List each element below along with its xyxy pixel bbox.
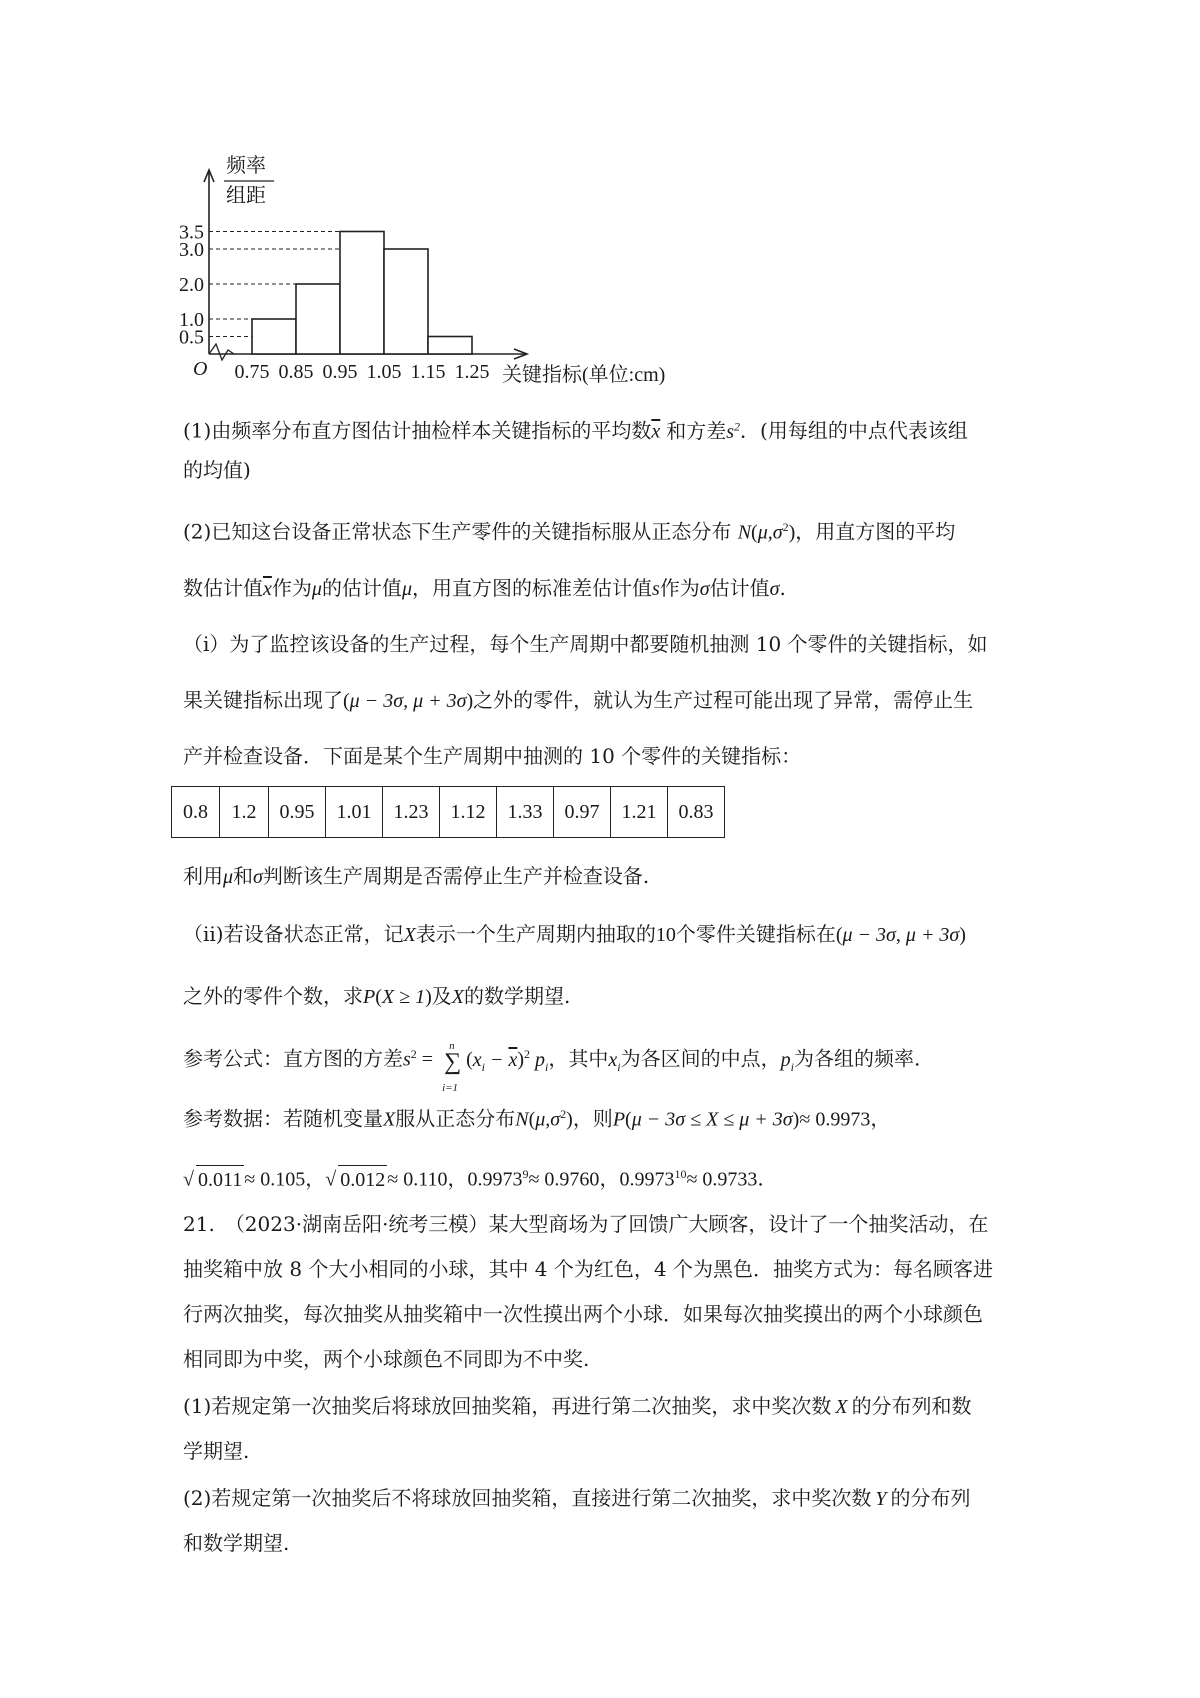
ref-formula-a: 参考公式：直方图的方差 bbox=[183, 1046, 403, 1071]
q2i-text-a: （i）为了监控该设备的生产过程，每个生产周期中都要随机抽测 10 个零件的关键指标，如 bbox=[183, 632, 988, 656]
histogram-bar bbox=[384, 249, 428, 354]
X-symbol: X bbox=[403, 924, 416, 946]
mean-symbol bbox=[651, 421, 660, 443]
sqrt-0-012-value: ≈ 0.110 bbox=[387, 1168, 448, 1191]
q21-line-3: 行两次抽奖，每次抽奖从抽奖箱中一次性摸出两个小球．如果每次抽奖摸出的两个小球颜色 bbox=[183, 1302, 983, 1326]
y-label-top: 频率 bbox=[226, 155, 266, 177]
table-cell: 1.23 bbox=[383, 787, 440, 838]
q2ii-text-b: 表示一个生产周期内抽取的 bbox=[415, 922, 656, 946]
X-symbol-2: X bbox=[451, 986, 464, 1008]
histogram-bar bbox=[428, 337, 472, 355]
q2ii-text-d: 之外的零件个数，求 bbox=[183, 984, 363, 1008]
reference-data-line-2: √ 0.011 ≈ 0.105，√ 0.012 ≈ 0.110，$0.9973^9\approx 0.9760$，$0.9973^{10}\approx 0.9733$. bbox=[183, 1160, 1053, 1194]
ref-formula-b: ，其中 bbox=[548, 1046, 609, 1071]
X-symbol-3: X bbox=[383, 1108, 396, 1131]
question-2-line-1: (2)已知这台设备正常状态下生产零件的关键指标服从正态分布 $N(\mu,\sigma^2)$，用直方图的平均 bbox=[183, 519, 956, 544]
normal-params-2: μ,σ bbox=[535, 1108, 561, 1131]
power-9-base: 0.9973 bbox=[467, 1168, 523, 1191]
P-symbol: P bbox=[363, 986, 376, 1008]
question-2i-line-1 bbox=[183, 630, 1053, 658]
question-source: （2023·湖南岳阳·统考三模） bbox=[224, 1212, 489, 1236]
q21-p2-b: 的分布列 bbox=[890, 1486, 971, 1510]
q2-text-c: 数估计值 bbox=[183, 576, 263, 600]
q2i-text-b2: 之外的零件，就认为生产过程可能出现了异常，需停止生 bbox=[473, 688, 974, 712]
question-2i-tail bbox=[183, 862, 1053, 891]
table-cell: 0.8 bbox=[172, 787, 220, 838]
table-cell: 1.12 bbox=[440, 787, 497, 838]
question-number: 21. bbox=[183, 1212, 215, 1236]
power-9-exp: 9 bbox=[522, 1167, 529, 1181]
q2-end: . bbox=[779, 576, 786, 600]
y-label-bottom: 组距 bbox=[226, 185, 266, 207]
q21-line-4: 相同即为中奖，两个小球颜色不同即为不中奖. bbox=[183, 1347, 590, 1371]
s-symbol: s bbox=[651, 578, 660, 600]
question-1-line-2 bbox=[183, 456, 1053, 484]
q2-text-f: ，用直方图的标准差估计值 bbox=[411, 576, 652, 600]
variance-letter: s bbox=[726, 420, 735, 443]
normal-params: μ,σ bbox=[757, 521, 783, 544]
reference-formula: 参考公式：直方图的方差$s^2$ = n ∑ i=1 $(x_i - \overline{x})^2$ $p_i$，其中$x_i$为各区间的中点，$p_i$为各组的频率. bbox=[183, 1040, 1053, 1081]
q2i-tail-b: 和 bbox=[233, 864, 254, 888]
x-tick-label: 0.85 bbox=[278, 361, 314, 383]
q2ii-text-e: 及 bbox=[431, 984, 452, 1008]
q2i-tail-c: 判断该生产周期是否需停止生产并检查设备. bbox=[262, 864, 650, 888]
x-tick-label: 1.05 bbox=[366, 361, 402, 383]
summation-icon: n ∑ i=1 bbox=[438, 1046, 466, 1074]
q2-text-h: 作为 bbox=[659, 576, 700, 600]
pi-symbol-2: p bbox=[780, 1048, 791, 1071]
table-cell: 1.33 bbox=[497, 787, 554, 838]
q21-line-2: 抽奖箱中放 8 个大小相同的小球，其中 4 个为红色，4 个为黑色．抽奖方式为：每名顾客进 bbox=[183, 1257, 993, 1281]
question-21-line-3 bbox=[183, 1300, 1053, 1328]
pi-symbol: p bbox=[535, 1048, 546, 1071]
power-9-value: ≈ 0.9760 bbox=[528, 1168, 600, 1191]
q2i-tail-a: 利用 bbox=[183, 864, 223, 888]
Y-symbol: Y bbox=[875, 1488, 887, 1510]
x-tick-label: 1.15 bbox=[410, 361, 446, 383]
q21-line-1: 某大型商场为了回馈广大顾客，设计了一个抽奖活动，在 bbox=[488, 1212, 989, 1236]
ref-formula-c: 为各区间的中点， bbox=[620, 1046, 781, 1071]
sigma-estimate: σ bbox=[769, 578, 780, 600]
q21-p2-a: (2)若规定第一次抽奖后不将球放回抽奖箱，直接进行第二次抽奖，求中奖次数 bbox=[183, 1486, 872, 1510]
ten-number: 10 bbox=[655, 924, 676, 946]
x-axis-title: 关键指标(单位:cm) bbox=[502, 364, 666, 386]
q1-text-b: 和方差 bbox=[666, 418, 727, 443]
mu-symbol-2: μ bbox=[223, 866, 234, 888]
ref-data-a: 参考数据：若随机变量 bbox=[183, 1106, 383, 1131]
table-cell: 1.01 bbox=[326, 787, 383, 838]
y-tick-label: 1.0 bbox=[179, 309, 204, 331]
q1-text-c: ．(用每组的中点代表该组 bbox=[740, 418, 968, 443]
q21-p1-b: 的分布列和数 bbox=[851, 1394, 972, 1418]
normal-N: N bbox=[737, 521, 752, 544]
prob-expr: μ − 3σ ≤ X ≤ μ + 3σ bbox=[631, 1108, 793, 1131]
question-21-part-1-line-2 bbox=[183, 1437, 1053, 1465]
interval-1: μ − 3σ, μ + 3σ bbox=[349, 690, 467, 712]
question-2ii-line-2: 之外的零件个数，求P(X ≥ 1)及X的数学期望. bbox=[183, 984, 571, 1008]
sum-upper: n bbox=[449, 1040, 455, 1053]
table-cell: 1.21 bbox=[611, 787, 668, 838]
x-tick-label: 1.25 bbox=[454, 361, 490, 383]
q21-p1-a: (1)若规定第一次抽奖后将球放回抽奖箱，再进行第二次抽奖，求中奖次数 bbox=[183, 1394, 832, 1418]
sqrt-0-012: 0.012 bbox=[338, 1165, 387, 1194]
reference-data-line-1: 参考数据：若随机变量X服从正态分布$N(\mu,\sigma^2)$，则P(μ − 3σ ≤ X ≤ μ + 3σ)≈ 0.9973， bbox=[183, 1106, 891, 1131]
histogram-bar bbox=[296, 284, 340, 354]
y-tick-label: 2.0 bbox=[179, 274, 204, 296]
question-2i-line-2: 果关键指标出现了(μ − 3σ, μ + 3σ)之外的零件，就认为生产过程可能出现了异常，需停止生 bbox=[183, 688, 974, 712]
table-row bbox=[172, 787, 725, 838]
ref-formula-d: 为各组的频率. bbox=[793, 1046, 921, 1071]
mean-symbol-3: $\overline{x}$ bbox=[508, 1048, 518, 1071]
xi-symbol-2: x bbox=[608, 1048, 618, 1071]
question-21-part-1-line-1 bbox=[183, 1392, 1053, 1421]
mean-symbol-letter: $\overline{x}$ bbox=[651, 420, 661, 443]
y-tick-label: 0.5 bbox=[179, 326, 204, 349]
table-cell: 0.83 bbox=[668, 787, 725, 838]
mean-symbol-2: $\overline{x}$ bbox=[263, 578, 272, 600]
ref-data-comma: ， bbox=[870, 1106, 891, 1131]
sqrt-0-011-value: ≈ 0.105 bbox=[244, 1168, 306, 1191]
x-tick-label: 0.95 bbox=[322, 361, 358, 383]
normal-N-2: N bbox=[515, 1108, 529, 1131]
power-10-exp: 10 bbox=[674, 1167, 687, 1181]
x-tick-label: 0.75 bbox=[234, 361, 270, 383]
q2i-text-b1: 果关键指标出现了 bbox=[183, 688, 343, 712]
q2-text-b: ，用直方图的平均 bbox=[795, 519, 956, 544]
sigma-symbol: σ bbox=[699, 578, 710, 600]
prob-approx: ≈ 0.9973 bbox=[799, 1108, 871, 1131]
q21-p2-c: 和数学期望. bbox=[183, 1531, 290, 1555]
q2-text-i: 估计值 bbox=[709, 576, 770, 600]
measurement-table bbox=[171, 786, 725, 838]
question-21-line-2 bbox=[183, 1255, 1053, 1283]
sigma-symbol-2: σ bbox=[253, 866, 263, 888]
question-21-part-2-line-1 bbox=[183, 1484, 1053, 1513]
power-10-base: 0.9973 bbox=[619, 1168, 675, 1191]
power-10-value: ≈ 0.9733 bbox=[686, 1168, 758, 1191]
variance-symbol: $s^2$ bbox=[726, 419, 741, 443]
q21-p1-c: 学期望. bbox=[183, 1439, 250, 1463]
question-2-line-2 bbox=[183, 574, 1053, 603]
origin-label: O bbox=[193, 358, 208, 380]
q2-text-e: 的估计值 bbox=[321, 576, 402, 600]
histogram-bar bbox=[252, 319, 296, 354]
table-cell: 1.2 bbox=[220, 787, 269, 838]
X-symbol-4: X bbox=[835, 1396, 848, 1418]
q1-text-d: 的均值) bbox=[183, 458, 251, 482]
xi-symbol: x bbox=[472, 1048, 482, 1071]
question-21-line-4 bbox=[183, 1345, 1053, 1373]
y-tick-label: 3.5 bbox=[179, 221, 204, 244]
q2ii-text-a: （ii)若设备状态正常，记 bbox=[183, 922, 404, 946]
axis-break-icon bbox=[209, 344, 234, 360]
event-expr: X ≥ 1 bbox=[381, 986, 426, 1008]
question-21-line-1 bbox=[183, 1210, 1053, 1238]
histogram-bar bbox=[340, 232, 384, 355]
mu-estimate: μ bbox=[401, 578, 412, 600]
q2i-text-c: 产并检查设备．下面是某个生产周期中抽测的 10 个零件的关键指标： bbox=[183, 744, 802, 768]
q2ii-text-c: 个零件关键指标在 bbox=[675, 922, 836, 946]
mu-symbol: μ bbox=[311, 578, 322, 600]
histogram-chart bbox=[0, 0, 1200, 400]
table-cell: 0.95 bbox=[269, 787, 326, 838]
interval-2: μ − 3σ, μ + 3σ bbox=[842, 924, 960, 946]
y-tick-label: 3.0 bbox=[179, 239, 204, 261]
q2ii-text-f: 的数学期望. bbox=[463, 984, 571, 1008]
question-2i-line-3 bbox=[183, 742, 1053, 770]
q1-text-a: (1)由频率分布直方图估计抽检样本关键指标的平均数 bbox=[183, 418, 652, 443]
sqrt-0-011: 0.011 bbox=[196, 1165, 244, 1194]
question-21-part-2-line-2 bbox=[183, 1529, 1053, 1557]
sum-lower: i=1 bbox=[442, 1082, 459, 1095]
s-lhs: s bbox=[403, 1048, 411, 1071]
P-symbol-2: P bbox=[612, 1108, 626, 1131]
ref-data-b: 服从正态分布 bbox=[395, 1106, 516, 1131]
q2-text-d: 作为 bbox=[271, 576, 312, 600]
question-2ii-line-1: （ii)若设备状态正常，记X表示一个生产周期内抽取的10个零件关键指标在(μ − 3σ, μ + 3σ) bbox=[183, 922, 966, 946]
ref-data-c: ，则 bbox=[572, 1106, 613, 1131]
table-cell: 0.97 bbox=[554, 787, 611, 838]
question-1-line-1 bbox=[183, 412, 1053, 446]
q2-text-a: (2)已知这台设备正常状态下生产零件的关键指标服从正态分布 bbox=[183, 519, 732, 544]
